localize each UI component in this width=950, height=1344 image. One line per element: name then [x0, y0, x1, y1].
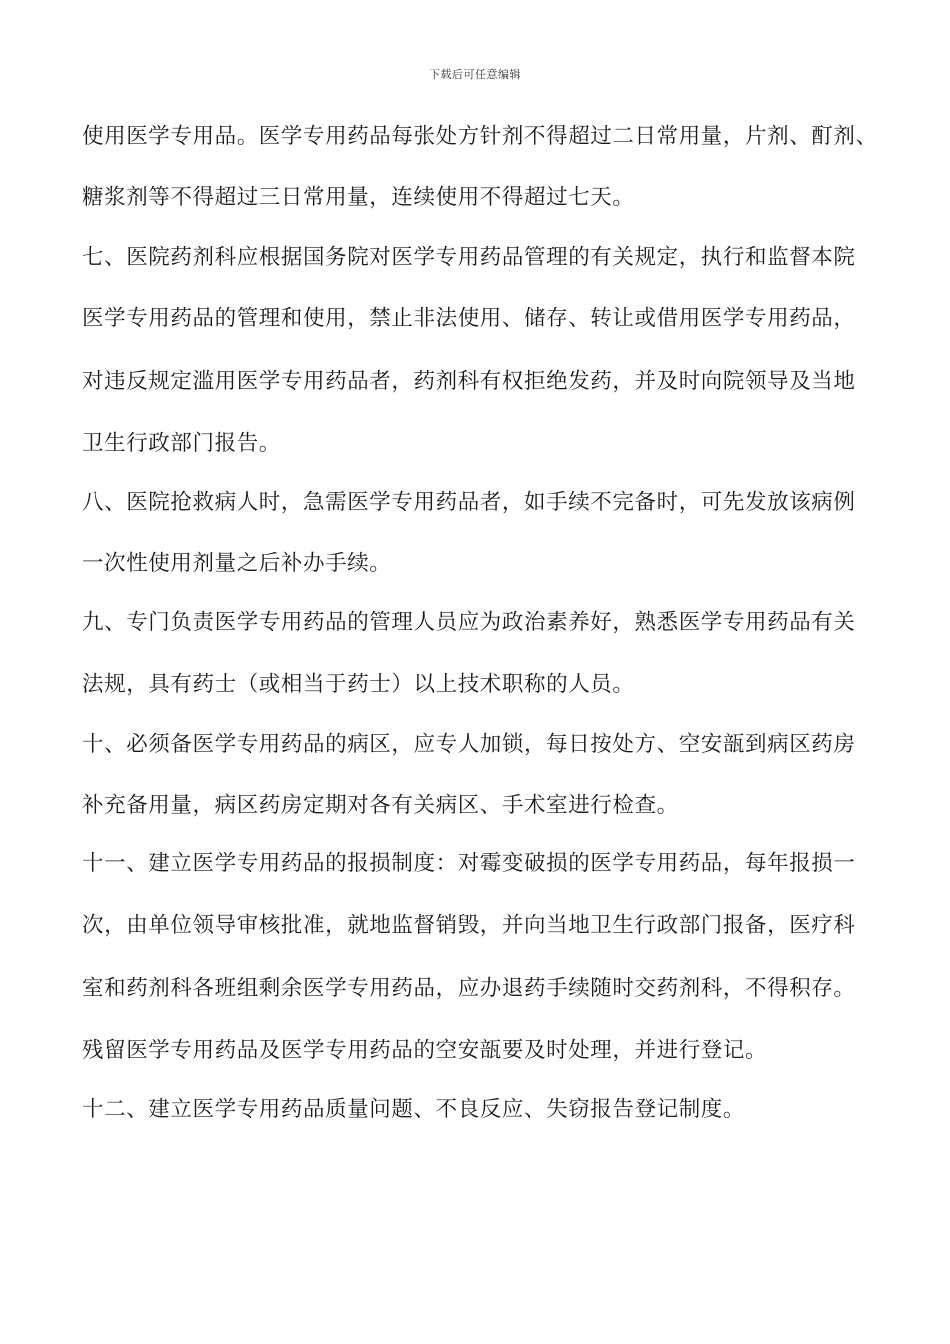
body-line: 十二、建立医学专用药品质量问题、不良反应、失窃报告登记制度。: [82, 1097, 746, 1122]
body-line: 一次性使用剂量之后补办手续。: [82, 551, 392, 576]
body-line: 补充备用量，病区药房定期对各有关病区、手术室进行检查。: [82, 793, 679, 818]
page-header: 下载后可任意编辑: [429, 68, 521, 81]
body-line: 十一、建立医学专用药品的报损制度：对霉变破损的医学专用药品，每年报损一: [82, 851, 856, 876]
body-line: 法规，具有药士（或相当于药士）以上技术职称的人员。: [82, 672, 635, 697]
body-line: 糖浆剂等不得超过三日常用量，连续使用不得超过七天。: [82, 185, 635, 210]
body-line: 医学专用药品的管理和使用，禁止非法使用、储存、转让或借用医学专用药品，: [82, 306, 856, 331]
body-line: 十、必须备医学专用药品的病区，应专人加锁，每日按处方、空安瓿到病区药房: [82, 732, 856, 757]
body-line: 使用医学专用品。医学专用药品每张处方针剂不得超过二日常用量，片剂、酊剂、: [82, 124, 878, 149]
body-line: 七、医院药剂科应根据国务院对医学专用药品管理的有关规定，执行和监督本院: [82, 245, 856, 270]
body-line: 九、专门负责医学专用药品的管理人员应为政治素养好，熟悉医学专用药品有关: [82, 610, 856, 635]
body-line: 卫生行政部门报告。: [82, 431, 281, 456]
body-line: 残留医学专用药品及医学专用药品的空安瓿要及时处理，并进行登记。: [82, 1038, 768, 1063]
body-line: 室和药剂科各班组剩余医学专用药品，应办退药手续随时交药剂科，不得积存。: [82, 976, 856, 1001]
body-line: 次，由单位领导审核批准，就地监督销毁，并向当地卫生行政部门报备，医疗科: [82, 913, 856, 938]
body-line: 对违反规定滥用医学专用药品者，药剂科有权拒绝发药，并及时向院领导及当地: [82, 369, 856, 394]
body-line: 八、医院抢救病人时，急需医学专用药品者，如手续不完备时，可先发放该病例: [82, 490, 856, 515]
